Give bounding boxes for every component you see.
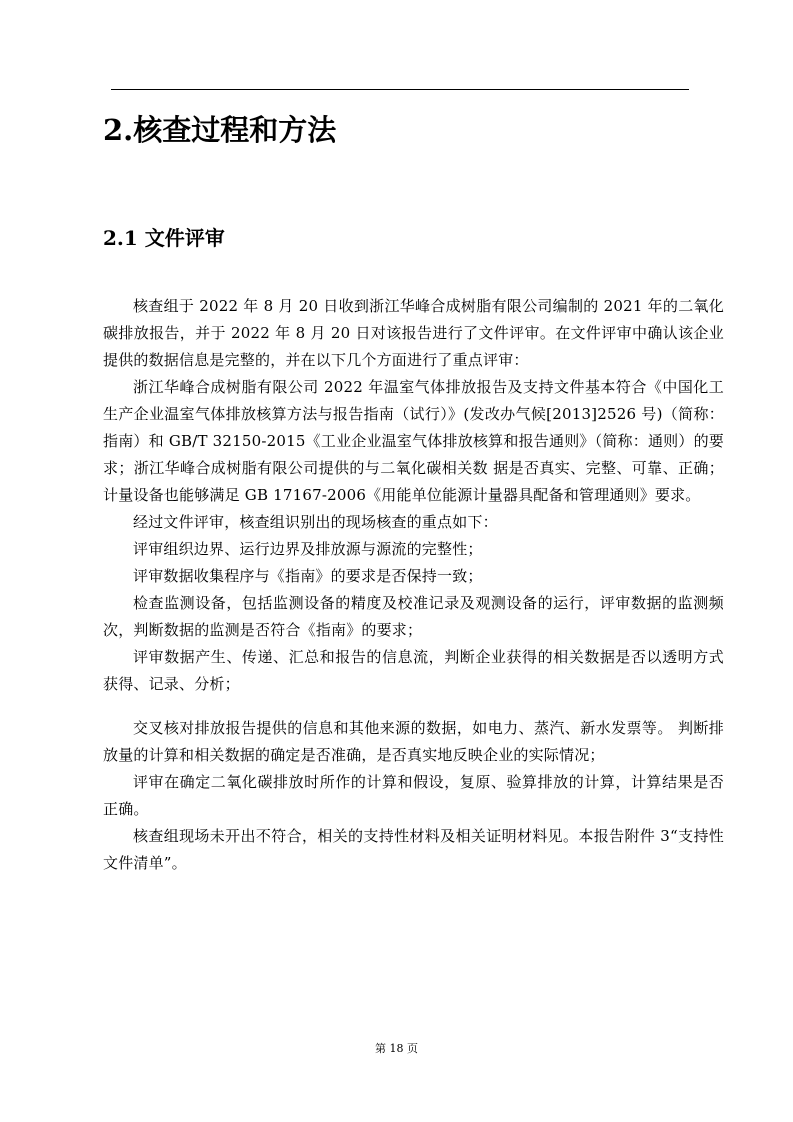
paragraph-compliance: 浙江华峰合成树脂有限公司 2022 年温室气体排放报告及支持文件基本符合《中国化工生产企业温室气体排放核算方法与报告指南（试行）》(发改办气候[2013]2526 号)（简称：指南）和 GB/T 32150-2015《工业企业温室气体排放核算和报告通则》（简称：通则）的要求；浙江华峰合成树脂有限公司提供的与二氧化碳相关数 据是否真实、完整、可靠、正确；计量设备也能够满足 GB 17167-2006《用能单位能源计量器具配备和管理通则》要求。 <box>103 378 724 504</box>
section-title: 2.1 文件评审 <box>103 226 225 250</box>
paragraph-boundary: 评审组织边界、运行边界及排放源与源流的完整性； <box>133 540 483 558</box>
paragraph-conclusion: 核查组现场未开出不符合，相关的支持性材料及相关证明材料见。本报告附件 3“支持性文件清单”。 <box>103 827 724 872</box>
paragraph-information-flow: 评审数据产生、传递、汇总和报告的信息流，判断企业获得的相关数据是否以透明方式获得、记录、分析； <box>103 648 724 693</box>
header-rule <box>111 89 689 90</box>
paragraph-focus-intro: 经过文件评审，核查组识别出的现场核查的重点如下： <box>133 513 498 531</box>
chapter-title: 2.核查过程和方法 <box>103 113 337 147</box>
paragraph-monitoring: 检查监测设备，包括监测设备的精度及校准记录及观测设备的运行，评审数据的监测频次，判断数据的监测是否符合《指南》的要求； <box>103 594 724 639</box>
paragraph-procedure: 评审数据收集程序与《指南》的要求是否保持一致； <box>133 567 483 585</box>
paragraph-intro: 核查组于 2022 年 8 月 20 日收到浙江华峰合成树脂有限公司编制的 2021 年的二氧化碳排放报告，并于 2022 年 8 月 20 日对该报告进行了文件评审。在文件评审中确认该企业提供的数据信息是完整的，并在以下几个方面进行了重点评审： <box>103 297 724 369</box>
paragraph-cross-check: 交叉核对排放报告提供的信息和其他来源的数据，如电力、蒸汽、新水发票等。 判断排放量的计算和相关数据的确定是否准确，是否真实地反映企业的实际情况； <box>103 719 724 764</box>
page-number: 第 18 页 <box>375 1042 418 1055</box>
body-text <box>103 293 724 877</box>
paragraph-calculation: 评审在确定二氧化碳排放时所作的计算和假设，复原、验算排放的计算，计算结果是否正确。 <box>103 773 724 818</box>
